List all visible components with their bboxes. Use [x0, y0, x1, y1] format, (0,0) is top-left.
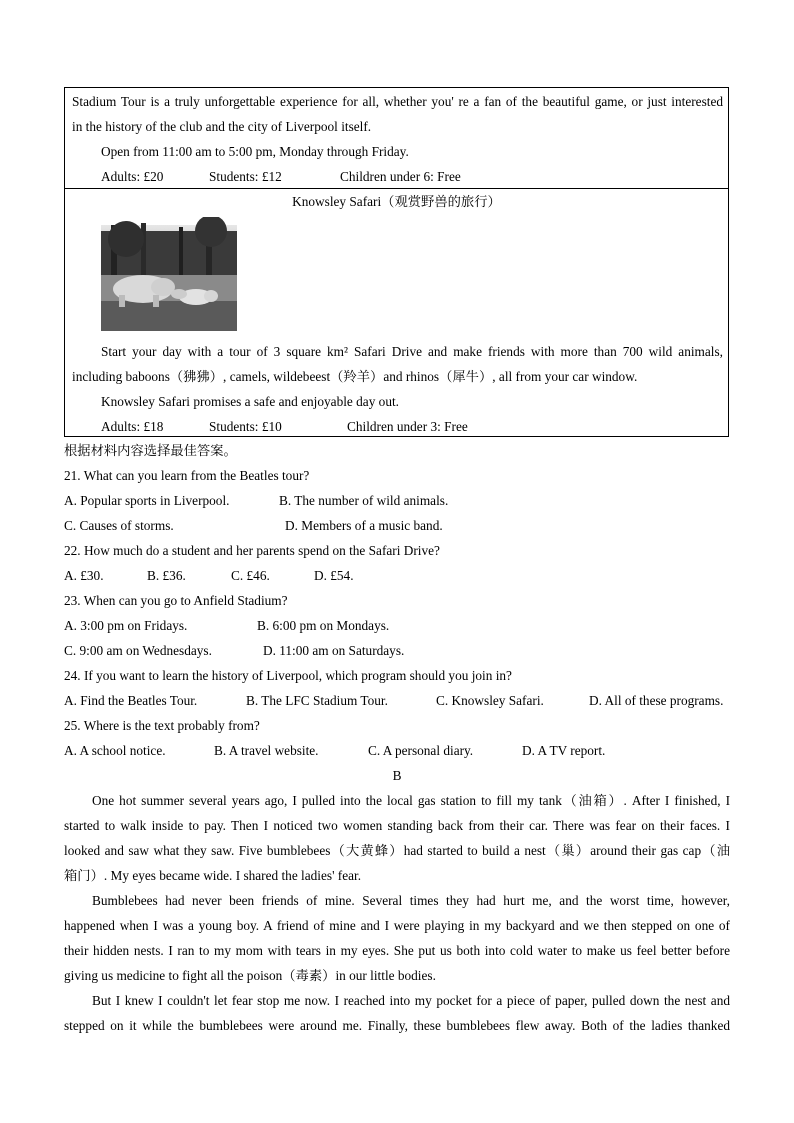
- stadium-price-adults: Adults: £20: [101, 169, 164, 184]
- programs-table: [64, 87, 729, 437]
- stadium-price-students: Students: £12: [209, 169, 282, 184]
- passage-line: started to walk inside to pay. Then I noticed two women standing back from their car. There was fear on their faces. I: [64, 818, 730, 833]
- question-option[interactable]: C. A personal diary.: [368, 743, 474, 758]
- question-option[interactable]: D. All of these programs.: [589, 693, 724, 708]
- stadium-hours: Open from 11:00 am to 5:00 pm, Monday through Friday.: [101, 144, 409, 159]
- rhino-photo-image: [101, 217, 237, 331]
- question-option[interactable]: B. £36.: [147, 568, 186, 583]
- stadium-text-line-2: in the history of the club and the city of Liverpool itself.: [72, 119, 372, 134]
- instruction: 根据材料内容选择最佳答案。: [64, 443, 237, 458]
- question-option[interactable]: D. A TV report.: [522, 743, 606, 758]
- safari-text-line-1: Start your day with a tour of 3 square km² Safari Drive and make friends with more than 700 wild animals,: [101, 344, 723, 359]
- passage-line: their hidden nests. I ran to my mom with tears in my eyes. She put us both into cold water to make us feel better before: [64, 943, 730, 958]
- question-stem: 22. How much do a student and her parents spend on the Safari Drive?: [64, 543, 440, 558]
- question-option[interactable]: A. Find the Beatles Tour.: [64, 693, 198, 708]
- question-stem: 21. What can you learn from the Beatles tour?: [64, 468, 310, 483]
- stadium-text-line-1: Stadium Tour is a truly unforgettable experience for all, whether you' re a fan of the beautiful game, or just interested: [72, 94, 723, 109]
- safari-text-line-2: including baboons（狒狒）, camels, wildebeest（羚羊）and rhinos（犀牛）, all from your car window.: [72, 369, 638, 384]
- question-stem: 24. If you want to learn the history of Liverpool, which program should you join in?: [64, 668, 512, 683]
- question-option[interactable]: C. 9:00 am on Wednesdays.: [64, 643, 212, 658]
- section-heading: B: [392, 768, 402, 783]
- question-option[interactable]: C. £46.: [231, 568, 270, 583]
- question-option[interactable]: A. £30.: [64, 568, 104, 583]
- stadium-price-children: Children under 6: Free: [340, 169, 461, 184]
- passage-line: Bumblebees had never been friends of mine. Several times they had hurt me, and the worst time, however,: [92, 893, 730, 908]
- question-option[interactable]: B. 6:00 pm on Mondays.: [257, 618, 390, 633]
- question-option[interactable]: A. 3:00 pm on Fridays.: [64, 618, 188, 633]
- safari-price-adults: Adults: £18: [101, 419, 164, 434]
- question-option[interactable]: D. 11:00 am on Saturdays.: [263, 643, 405, 658]
- question-option[interactable]: A. Popular sports in Liverpool.: [64, 493, 230, 508]
- safari-promise: Knowsley Safari promises a safe and enjoyable day out.: [101, 394, 399, 409]
- question-option[interactable]: B. The number of wild animals.: [279, 493, 449, 508]
- safari-price-children: Children under 3: Free: [347, 419, 468, 434]
- question-option[interactable]: C. Causes of storms.: [64, 518, 174, 533]
- passage-line: happened when I was a young boy. A friend of mine and I were playing in my backyard and we then stepped on one of: [64, 918, 730, 933]
- safari-title: Knowsley Safari（观赏野兽的旅行）: [292, 194, 501, 209]
- safari-price-students: Students: £10: [209, 419, 282, 434]
- passage-line: giving us medicine to fight all the poison（毒素）in our little bodies.: [64, 968, 436, 983]
- passage-line: One hot summer several years ago, I pulled into the local gas station to fill my tank（油箱）. After I finished, I: [92, 793, 730, 808]
- question-option[interactable]: D. Members of a music band.: [285, 518, 443, 533]
- question-option[interactable]: B. The LFC Stadium Tour.: [246, 693, 388, 708]
- question-stem: 23. When can you go to Anfield Stadium?: [64, 593, 288, 608]
- question-stem: 25. Where is the text probably from?: [64, 718, 260, 733]
- rhino-photo: [101, 217, 237, 331]
- stadium-tour-cell: [65, 88, 728, 189]
- passage-line: stepped on it while the bumblebees were around me. Finally, these bumblebees flew away. Both of the ladies thanked: [64, 1018, 730, 1033]
- question-option[interactable]: A. A school notice.: [64, 743, 166, 758]
- question-option[interactable]: B. A travel website.: [214, 743, 319, 758]
- question-option[interactable]: D. £54.: [314, 568, 354, 583]
- passage-line: 箱门）. My eyes became wide. I shared the ladies' fear.: [64, 868, 362, 883]
- passage-line: But I knew I couldn't let fear stop me now. I reached into my pocket for a piece of paper, pulled down the nest and: [92, 993, 730, 1008]
- question-option[interactable]: C. Knowsley Safari.: [436, 693, 544, 708]
- passage-line: looked and saw what they saw. Five bumblebees（大黄蜂）had started to build a nest（巢）around their gas cap（油: [64, 843, 730, 858]
